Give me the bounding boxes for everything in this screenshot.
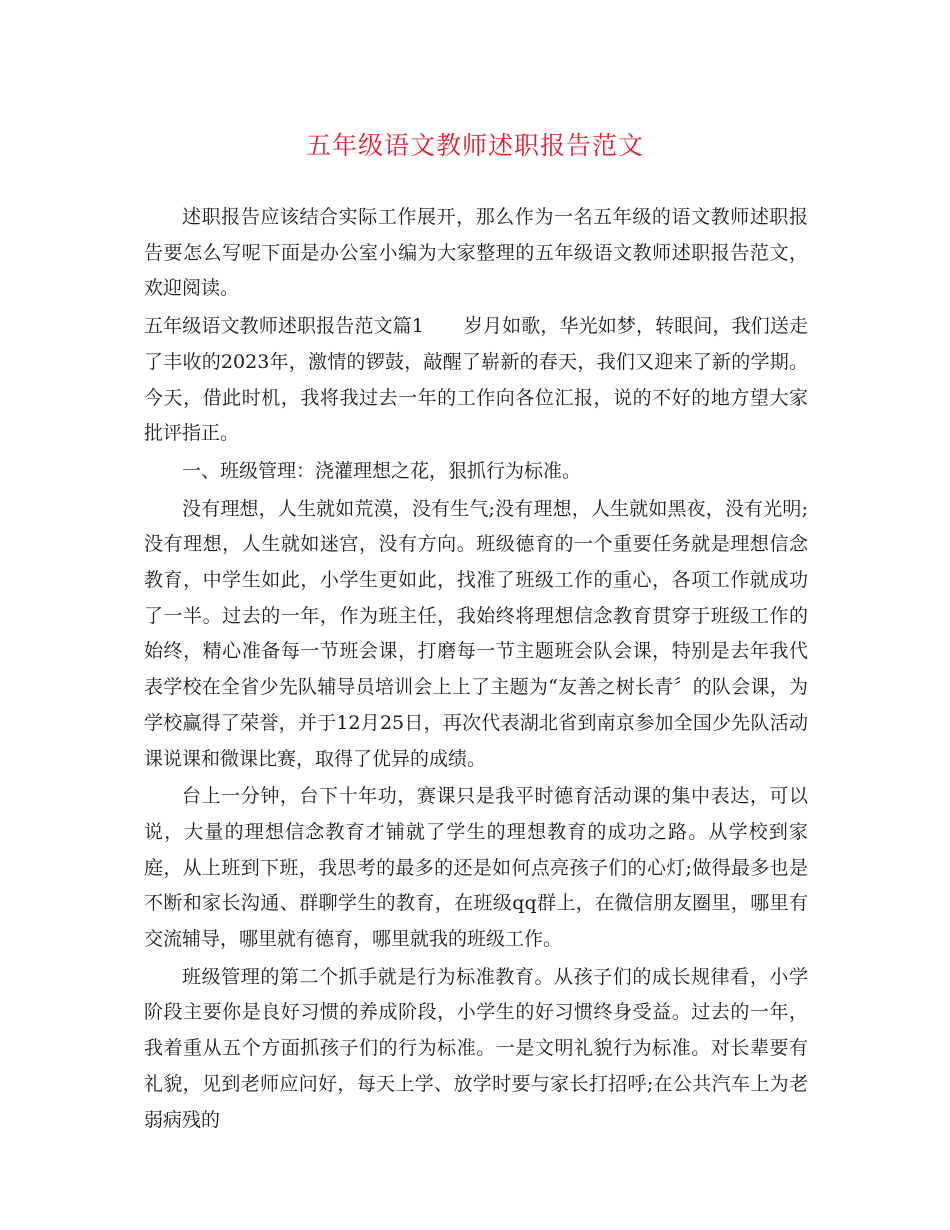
section-heading: 五年级语文教师述职报告范文篇1 (144, 315, 424, 338)
ideals-paragraph: 没有理想，人生就如荒漠，没有生气;没有理想，人生就如黑夜，没有光明;没有理想，人生就如迷宫，没有方向。班级德育的一个重要任务就是理想信念教育，中学生如此，小学生更如此，找准了班级工作的重心，各项工作就成功了一半。过去的一年，作为班主任，我始终将理想信念教育贯穿于班级工作的始终，精心准备每一节班会课，打磨每一节主题班会队会课，特别是去年我代表学校在全省少先队辅导员培训会上上了主题为“友善之树长青〞的队会课，为学校赢得了荣誉，并于12月25日，再次代表湖北省到南京参加全国少先队活动课说课和微课比赛，取得了优异的成绩。 (144, 497, 808, 770)
section-paragraph (144, 309, 808, 452)
document-body (144, 200, 808, 1140)
opening-paragraph: 岁月如歌，华光如梦，转眼间，我们送走了丰收的2023年，激情的锣鼓，敲醒了崭新的春天，我们又迎来了新的学期。今天，借此时机，我将我过去一年的工作向各位汇报，说的不好的地方望大家批评指正。 (144, 315, 808, 445)
behavior-paragraph: 班级管理的第二个抓手就是行为标准教育。从孩子们的成长规律看，小学阶段主要你是良好习惯的养成阶段，小学生的好习惯终身受益。过去的一年，我着重从五个方面抓孩子们的行为标准。一是文明礼貌行为标准。对长辈要有礼貌，见到老师应问好，每天上学、放学时要与家长打招呼;在公共汽车上为老弱病残的 (144, 965, 808, 1131)
document-title: 五年级语文教师述职报告范文 (305, 131, 644, 160)
competition-paragraph: 台上一分钟，台下十年功，赛课只是我平时德育活动课的集中表达，可以说，大量的理想信念教育才铺就了学生的理想教育的成功之路。从学校到家庭，从上班到下班，我思考的最多的还是如何点亮孩子们的心灯;做得最多也是不断和家长沟通、群聊学生的教育，在班级qq群上，在微信朋友圈里，哪里有交流辅导，哪里就有德育，哪里就我的班级工作。 (144, 785, 808, 951)
heading-class-management: 一、班级管理：浇灌理想之花，狠抓行为标准。 (182, 459, 582, 482)
intro-paragraph: 述职报告应该结合实际工作展开，那么作为一名五年级的语文教师述职报告要怎么写呢下面是办公室小编为大家整理的五年级语文教师述职报告范文，欢迎阅读。 (144, 206, 808, 300)
